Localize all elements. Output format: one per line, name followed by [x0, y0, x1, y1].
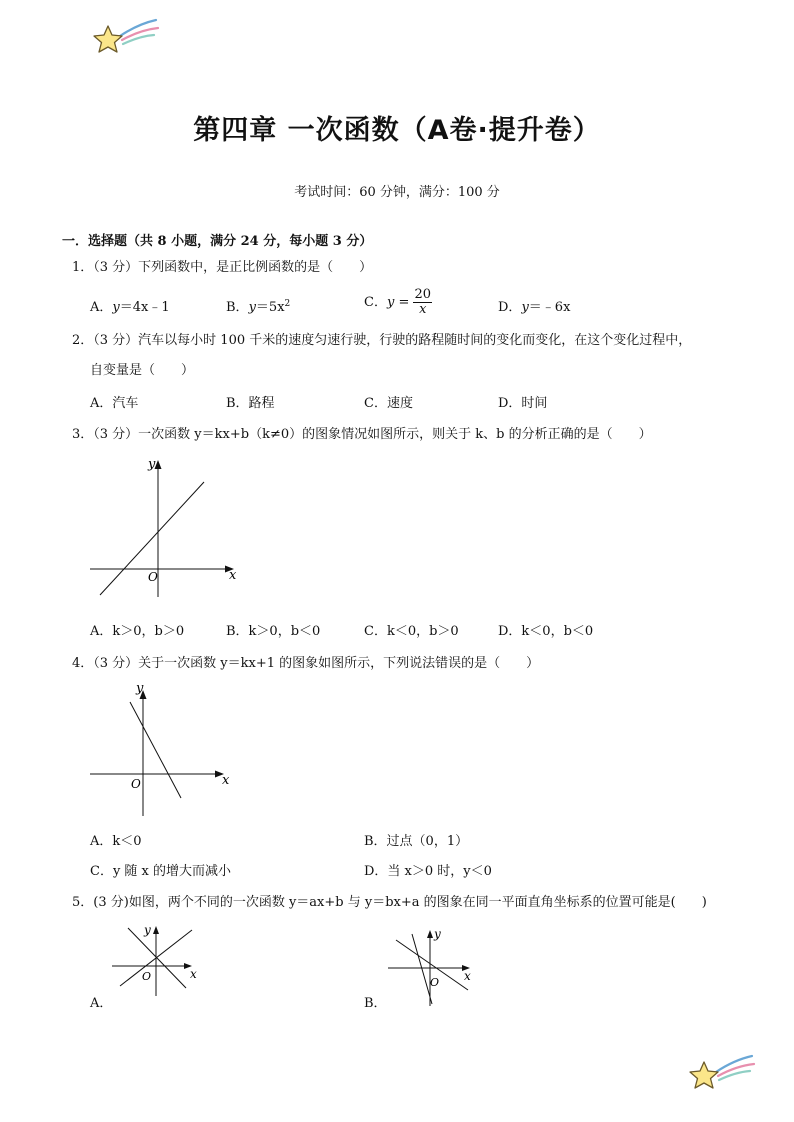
question-3-option-c: C．k＜0，b＞0: [364, 624, 459, 639]
star-icon: [686, 1050, 758, 1096]
question-3-option-a: A．k＞0，b＞0: [90, 624, 185, 639]
exam-info: 考试时间：60 分钟，满分：100 分: [294, 185, 500, 200]
question-4-option-d: D．当 x＞0 时，y＜0: [364, 864, 492, 879]
x-axis-label: x: [222, 773, 230, 788]
page-title: 第四章 一次函数（A卷·提升卷）: [193, 115, 601, 146]
question-2-stem: 2．（3 分）汽车以每小时 100 千米的速度匀速行驶，行驶的路程随时间的变化而变化，在这个变化过程中，: [72, 333, 692, 348]
y-axis-label: y: [144, 923, 151, 937]
question-4-option-a: A．k＜0: [90, 834, 142, 849]
question-4-stem: 4．（3 分）关于一次函数 y＝kx+1 的图象如图所示，下列说法错误的是（ ）: [72, 656, 540, 671]
question-3-option-d: D．k＜0，b＜0: [498, 624, 594, 639]
question-5-stem: 5．(3 分)如图，两个不同的一次函数 y＝ax+b 与 y＝bx+a 的图象在同一平面直角坐标系的位置可能是( ): [72, 895, 707, 910]
fraction: $\frac{20}{x}$: [414, 287, 432, 317]
question-1-option-b: B．$y=5x^2$: [226, 299, 291, 315]
question-3-graph: [86, 452, 246, 602]
question-1-option-a: A．y＝4x﹣1: [90, 300, 170, 315]
question-4-option-c: C．y 随 x 的增大而减小: [90, 864, 232, 879]
question-1-stem: 1．（3 分）下列函数中，是正比例函数的是（ ）: [72, 260, 373, 275]
star-icon: [90, 16, 162, 60]
question-5-graph-b: [384, 924, 484, 1008]
question-1-option-d: D．y＝﹣6x: [498, 300, 571, 315]
question-1-option-c: C．y = $\frac{20}{x}$: [364, 287, 432, 317]
x-axis-label: x: [464, 969, 471, 983]
question-5-option-b: B．: [364, 996, 387, 1011]
x-axis-label: x: [190, 967, 197, 981]
section-heading: 一．选择题（共 8 小题，满分 24 分，每小题 3 分）: [62, 234, 373, 249]
origin-label: O: [430, 976, 440, 989]
question-2-stem-cont: 自变量是（ ）: [90, 363, 195, 378]
y-axis-label: y: [136, 681, 144, 696]
y-axis-label: y: [434, 927, 441, 941]
question-2-option-c: C．速度: [364, 396, 413, 411]
y-axis-arrow: [155, 460, 162, 469]
question-5-graph-a: [108, 920, 208, 1000]
origin-label: O: [142, 970, 152, 983]
question-2-option-b: B．路程: [226, 396, 275, 411]
origin-label: O: [131, 777, 141, 791]
question-3-stem: 3．（3 分）一次函数 y＝kx+b（k≠0）的图象情况如图所示，则关于 k、b 的分析正确的是（ ）: [72, 427, 652, 442]
question-4-option-b: B．过点（0，1）: [364, 834, 469, 849]
origin-label: O: [148, 570, 158, 584]
y-axis-arrow: [153, 926, 159, 934]
question-2-option-a: A．汽车: [90, 396, 139, 411]
question-3-option-b: B．k＞0，b＜0: [226, 624, 321, 639]
y-axis-label: y: [148, 457, 156, 472]
y-axis-arrow: [427, 930, 433, 938]
question-2-option-d: D．时间: [498, 396, 548, 411]
x-axis-label: x: [229, 568, 237, 583]
function-line-1: [128, 928, 186, 988]
question-5-option-a: A．: [90, 996, 113, 1011]
function-line-1: [412, 934, 432, 1004]
question-4-graph: [86, 678, 246, 820]
